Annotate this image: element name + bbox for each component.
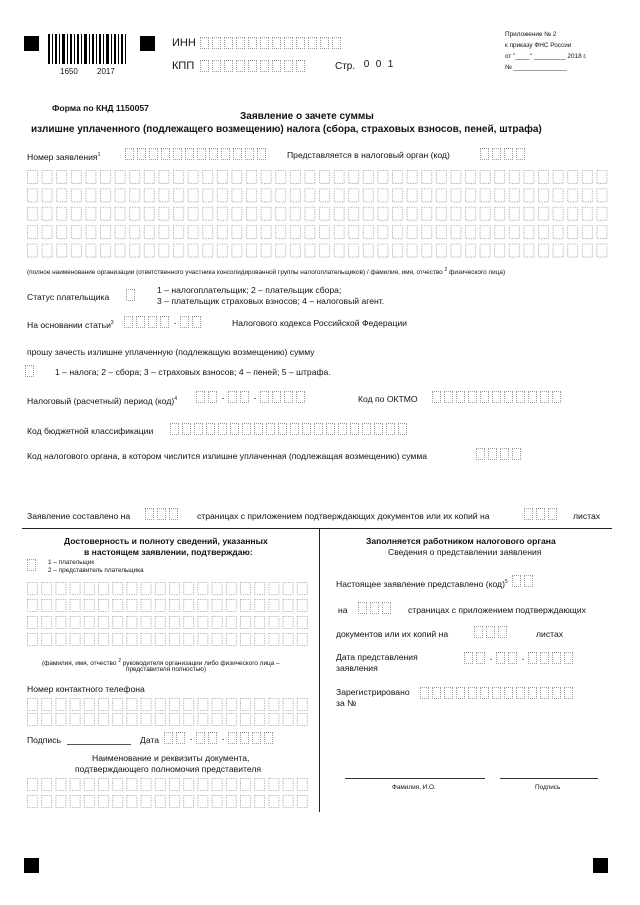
pages-with-docs-label: страницах с приложением подтверждающих документов или их копий на — [197, 511, 490, 521]
signature-line[interactable] — [67, 744, 131, 745]
composed-pages-boxes[interactable] — [145, 508, 181, 520]
registration-number-boxes[interactable] — [420, 687, 576, 699]
office-sheets-label: листах — [536, 629, 564, 639]
officer-name-line[interactable] — [345, 778, 485, 779]
confirm-heading-2: в настоящем заявлении, подтверждаю: — [84, 547, 253, 557]
payment-type-box[interactable] — [25, 365, 37, 377]
tax-authority-label: Представляется в налоговый орган (код) — [287, 150, 450, 160]
payment-type-options: 1 – налога; 2 – сбора; 3 – страховых взносов; 4 – пеней; 5 – штрафа. — [55, 367, 331, 377]
signer-name-grid[interactable] — [27, 582, 311, 650]
inn-boxes[interactable] — [200, 37, 344, 49]
kbk-boxes[interactable] — [170, 423, 410, 435]
sheets-label: листах — [573, 511, 601, 521]
appendix-line-3: от "____" _________ 2018 г. — [505, 53, 587, 60]
kbk-label: Код бюджетной классификации — [27, 426, 154, 436]
submission-date-label-2: заявления — [336, 663, 378, 673]
date-boxes[interactable]: . . — [164, 732, 276, 744]
barcode-number-2: 2017 — [97, 67, 115, 76]
payer-status-label: Статус плательщика — [27, 292, 110, 302]
page-number-boxes[interactable]: 0 0 1 — [363, 59, 394, 70]
confirmer-option-1: 1 – плательщик — [48, 559, 95, 566]
confirmer-option-2: 2 – представитель плательщика — [48, 567, 144, 574]
section-divider — [22, 528, 612, 529]
confirmer-type-box[interactable] — [27, 559, 39, 571]
signature-label: Подпись — [27, 735, 62, 745]
office-sheets-boxes[interactable] — [474, 626, 510, 638]
column-divider — [319, 528, 320, 812]
application-number-label: Номер заявления$^1$ — [27, 151, 101, 162]
signer-name-caption-2: представителя полностью) — [126, 666, 206, 673]
article-basis-boxes[interactable]: . — [124, 316, 204, 328]
oktmo-boxes[interactable] — [432, 391, 564, 403]
office-pages-boxes[interactable] — [358, 602, 394, 614]
form-title-line-2: излишне уплаченного (подлежащего возмещению) налога (сбора, страховых взносов, пеней, штрафа) — [31, 124, 542, 135]
docs-sheets-boxes[interactable] — [524, 508, 560, 520]
signer-name-caption-1: (фамилия, имя, отчество $^2$ руководителя организации либо физического лица – — [42, 658, 280, 668]
corner-marker-top-left — [24, 36, 39, 51]
barcode-number-1: 1650 — [60, 67, 78, 76]
payer-status-options-2: 3 – плательщик страховых взносов; 4 – налоговый агент. — [157, 296, 385, 306]
org-name-caption: (полное наименование организации (ответственного участника консолидированной группы налогоплательщиков) / фамилия, имя, отчество $^2$ физического лица) — [27, 267, 506, 277]
presented-code-box[interactable] — [512, 575, 536, 587]
authority-doc-heading-2: подтверждающего полномочия представителя — [75, 764, 261, 774]
barcode — [48, 34, 128, 66]
inn-label: ИНН — [172, 37, 196, 49]
officer-signature-line[interactable] — [500, 778, 598, 779]
tax-authority-boxes[interactable] — [480, 148, 528, 160]
on-label: на — [338, 605, 348, 615]
payer-status-options-1: 1 – налогоплательщик; 2 – плательщик сбора; — [157, 285, 342, 295]
registered-label-1: Зарегистрировано — [336, 687, 410, 697]
phone-grid[interactable] — [27, 698, 311, 728]
tax-org-code-boxes[interactable] — [476, 448, 524, 460]
date-label: Дата — [140, 735, 160, 745]
appendix-line-1: Приложение № 2 — [505, 31, 557, 38]
registered-label-2: за № — [336, 698, 357, 708]
corner-marker-top-right — [140, 36, 155, 51]
article-basis-label: На основании статьи$^3$ — [27, 319, 114, 330]
phone-label: Номер контактного телефона — [27, 684, 145, 694]
request-text: прошу зачесть излишне уплаченную (подлежащую возмещению) сумму — [27, 347, 315, 357]
office-use-subheading: Сведения о представлении заявления — [388, 547, 542, 557]
org-name-grid[interactable] — [27, 170, 611, 262]
kpp-boxes[interactable] — [200, 60, 308, 72]
payer-status-box[interactable] — [126, 289, 138, 301]
application-number-boxes[interactable] — [125, 148, 269, 160]
corner-marker-bottom-right — [593, 858, 608, 873]
office-use-heading: Заполняется работником налогового органа — [366, 536, 556, 546]
authority-doc-heading-1: Наименование и реквизиты документа, — [92, 753, 250, 763]
tax-period-boxes[interactable]: . . — [196, 391, 308, 403]
presented-code-label: Настоящее заявление представлено (код)$^5$ — [336, 578, 508, 589]
page-label: Стр. — [335, 61, 356, 72]
office-pages-with-label: страницах с приложением подтверждающих — [408, 605, 586, 615]
tax-code-label: Налогового кодекса Российской Федерации — [232, 318, 407, 328]
officer-signature-caption: Подпись — [535, 784, 561, 791]
kpp-label: КПП — [172, 60, 195, 72]
composed-on-label: Заявление составлено на — [27, 511, 131, 521]
form-knd: Форма по КНД 1150057 — [52, 103, 149, 113]
authority-doc-grid[interactable] — [27, 778, 311, 812]
submission-date-label-1: Дата представления — [336, 652, 418, 662]
form-title-line-1: Заявление о зачете суммы — [240, 111, 374, 122]
submission-date-boxes[interactable]: . . — [464, 652, 576, 664]
tax-org-code-label: Код налогового органа, в котором числится излишне уплаченная (подлежащая возмещению) сумма — [27, 451, 428, 461]
tax-period-label: Налоговый (расчетный) период (код)$^4$ — [27, 395, 178, 406]
appendix-line-2: к приказу ФНС России — [505, 42, 572, 49]
oktmo-label: Код по ОКТМО — [358, 394, 418, 404]
appendix-line-4: № _______________ — [505, 64, 567, 71]
officer-name-caption: Фамилия, И.О. — [392, 784, 436, 791]
corner-marker-bottom-left — [24, 858, 39, 873]
office-docs-on-label: документов или их копий на — [336, 629, 449, 639]
confirm-heading-1: Достоверность и полноту сведений, указанных — [64, 536, 268, 546]
